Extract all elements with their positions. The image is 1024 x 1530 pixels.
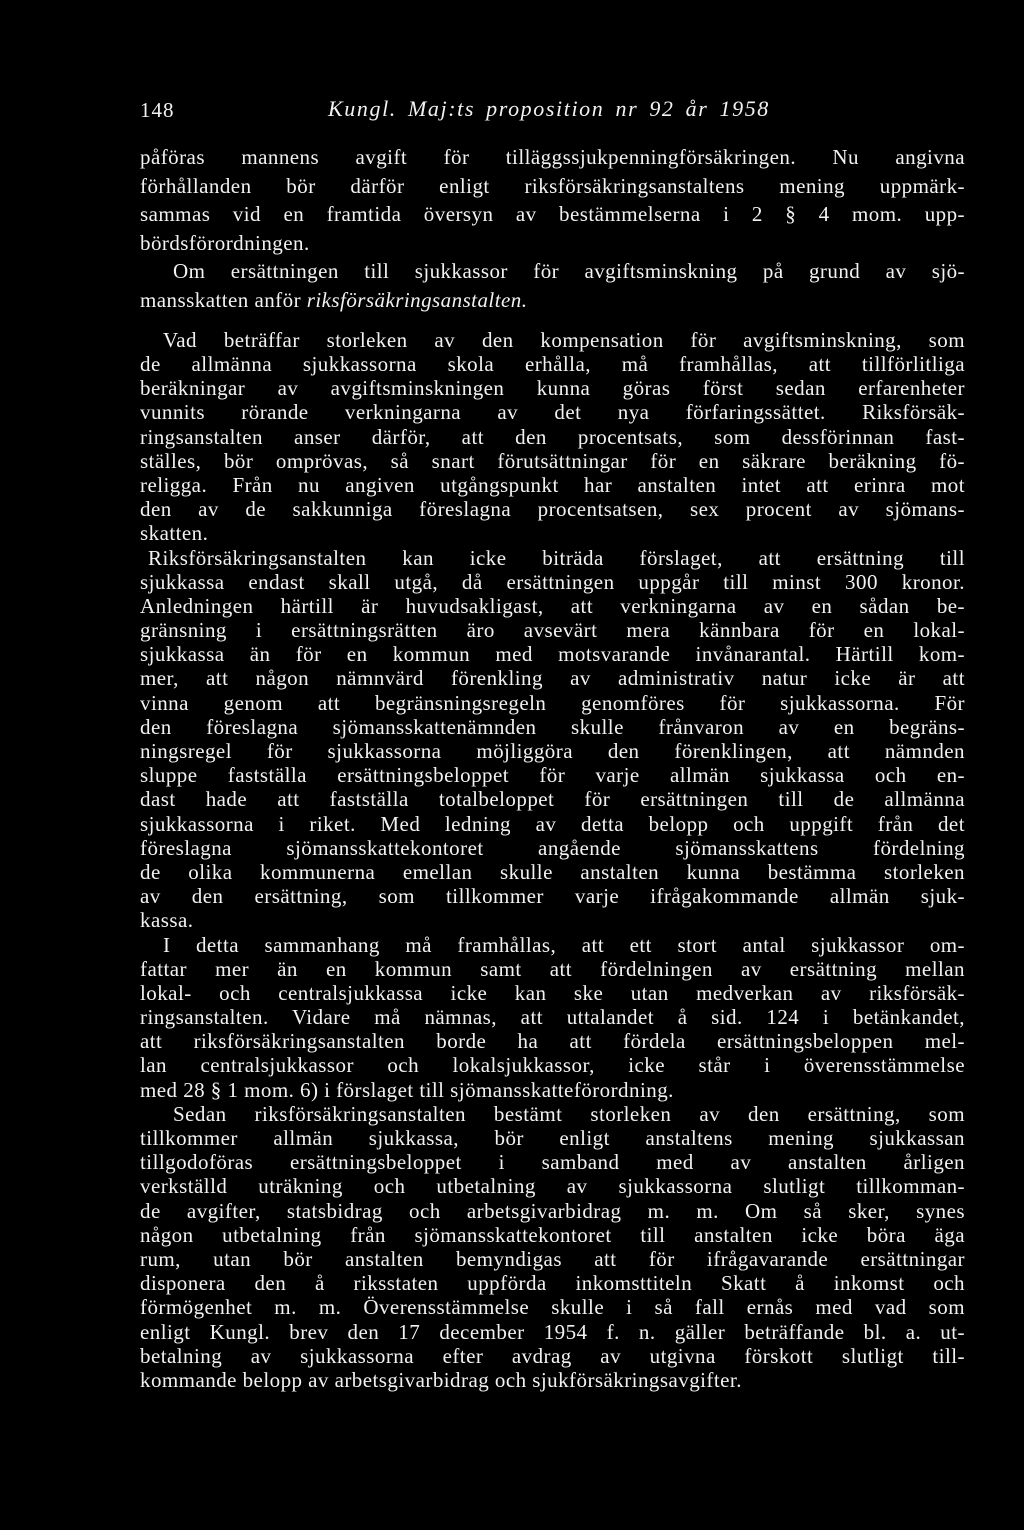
text-line: rum, utan bör anstalten bemyndigas att för ifrågavarande ersättningar [140, 1246, 965, 1271]
text-line: Sedan riksförsäkringsanstalten bestämt storleken av den ersättning, som [173, 1101, 965, 1126]
text-line: enligt Kungl. brev den 17 december 1954 f. n. gäller beträffande bl. a. ut- [140, 1319, 965, 1344]
text-line: Riksförsäkringsanstalten kan icke biträda förslaget, att ersättning till [148, 545, 965, 570]
running-header [0, 0, 1024, 130]
text-line: påföras mannens avgift för tilläggssjukpenningförsäkringen. Nu angivna [140, 145, 965, 169]
running-title: Kungl. Maj:ts proposition nr 92 år 1958 [328, 96, 770, 121]
text-line: sammas vid en framtida översyn av bestämmelserna i 2 § 4 mom. upp- [140, 202, 965, 227]
text-line: de allmänna sjukkassorna skola erhålla, må framhållas, att tillförlitliga [140, 352, 965, 377]
text-line: tillgodoföras ersättningsbeloppet i samband med av anstalten årligen [140, 1150, 965, 1175]
text-line: förhållanden bör därför enligt riksförsäkringsanstaltens mening uppmärk- [140, 173, 965, 198]
text-line: skatten. [140, 521, 209, 546]
text-line: de avgifter, statsbidrag och arbetsgivarbidrag m. m. Om så sker, synes [140, 1198, 965, 1223]
italic-text-segment: riksförsäkringsanstalten. [306, 287, 528, 312]
text-line: beräkningar av avgiftsminskningen kunna göras först sedan erfarenheter [140, 376, 965, 401]
text-line: Anledningen härtill är huvudsakligast, att verkningarna av en sådan be- [140, 593, 965, 618]
text-line: lan centralsjukkassor och lokalsjukkassor, icke står i överensstämmelse [140, 1053, 965, 1078]
text-line: betalning av sjukkassorna efter avdrag av utgivna förskott slutligt till- [140, 1343, 965, 1368]
text-line: ringsanstalten anser därför, att den procentsats, som dessförinnan fast- [140, 424, 965, 449]
text-line: religga. Från nu angiven utgångspunkt har anstalten intet att erinra mot [140, 472, 965, 497]
text-line: vunnits rörande verkningarna av det nya förfaringssättet. Riksförsäk- [140, 400, 965, 425]
paragraph [140, 933, 965, 1102]
text-line: att riksförsäkringsanstalten borde ha att fördela ersättningsbeloppen mel- [140, 1029, 965, 1054]
text-line: kassa. [140, 908, 194, 933]
text-line: I detta sammanhang må framhållas, att ett stort antal sjukkassor om- [163, 932, 965, 957]
text-line: vinna genom att begränsningsregeln genomföres för sjukkassorna. För [140, 690, 965, 715]
text-line: disponera den å riksstaten uppförda inkomsttiteln Skatt å inkomst och [140, 1271, 965, 1296]
text-line: förmögenhet m. m. Överensstämmelse skulle i så fall ernås med vad som [140, 1295, 965, 1320]
text-line: sjukkassorna i riket. Med ledning av detta belopp och uppgift från det [140, 811, 965, 836]
page-number: 148 [140, 98, 175, 122]
text-line: den föreslagna sjömansskattenämnden skulle frånvaron av en begräns- [140, 714, 965, 739]
text-line: tillkommer allmän sjukkassa, bör enligt anstaltens mening sjukkassan [140, 1126, 965, 1151]
paragraph [140, 546, 965, 933]
paragraph [140, 328, 965, 546]
text-line: gränsning i ersättningsrätten äro avsevärt mera kännbara för en lokal- [140, 618, 965, 643]
text-line [140, 286, 965, 315]
text-line: kommande belopp av arbetsgivarbidrag och sjukförsäkringsavgifter. [140, 1367, 742, 1392]
text-line: någon utbetalning från sjömansskattekontoret till anstalten icke böra äga [140, 1222, 965, 1247]
text-line: ställes, bör omprövas, så snart förutsättningar för en säkrare beräkning fö- [140, 448, 965, 473]
paragraph [140, 143, 965, 257]
text-line: bördsförordningen. [140, 230, 310, 255]
text-line: den av de sakkunniga föreslagna procentsatsen, sex procent av sjömans- [140, 497, 965, 522]
text-line: de olika kommunerna emellan skulle anstalten kunna bestämma storleken [140, 859, 965, 884]
paragraph [140, 1102, 965, 1392]
text-line: lokal- och centralsjukkassa icke kan ske utan medverkan av riksförsäk- [140, 980, 965, 1005]
paragraph [140, 257, 965, 314]
text-line: sluppe fastställa ersättningsbeloppet för varje allmän sjukkassa och en- [140, 763, 965, 788]
text-line: ringsanstalten. Vidare må nämnas, att uttalandet å sid. 124 i betänkandet, [140, 1005, 965, 1030]
text-line: verkställd uträkning och utbetalning av sjukkassorna slutligt tillkomman- [140, 1174, 965, 1199]
text-line: Vad beträffar storleken av den kompensation för avgiftsminskning, som [163, 327, 965, 352]
text-line: föreslagna sjömansskattekontoret angående sjömansskattens fördelning [140, 835, 965, 860]
text-segment: mansskatten anför [140, 287, 302, 312]
text-line: sjukkassa än för en kommun med motsvarande invånarantal. Härtill kom- [140, 642, 965, 667]
text-line: mer, att någon nämnvärd förenkling av administrativ natur icke är att [140, 666, 965, 691]
text-line: dast hade att fastställa totalbeloppet för ersättningen till de allmänna [140, 787, 965, 812]
text-line: Om ersättningen till sjukkassor för avgiftsminskning på grund av sjö- [173, 259, 965, 284]
text-line: fattar mer än en kommun samt att fördelningen av ersättning mellan [140, 956, 965, 981]
text-line: sjukkassa endast skall utgå, då ersättningen uppgår till minst 300 kronor. [140, 569, 965, 594]
text-line: med 28 § 1 mom. 6) i förslaget till sjömansskatteförordning. [140, 1077, 674, 1102]
text-line: av den ersättning, som tillkommer varje ifrågakommande allmän sjuk- [140, 884, 965, 909]
text-line: ningsregel för sjukkassorna möjliggöra den förenklingen, att nämnden [140, 739, 965, 764]
body-text [140, 143, 965, 1392]
